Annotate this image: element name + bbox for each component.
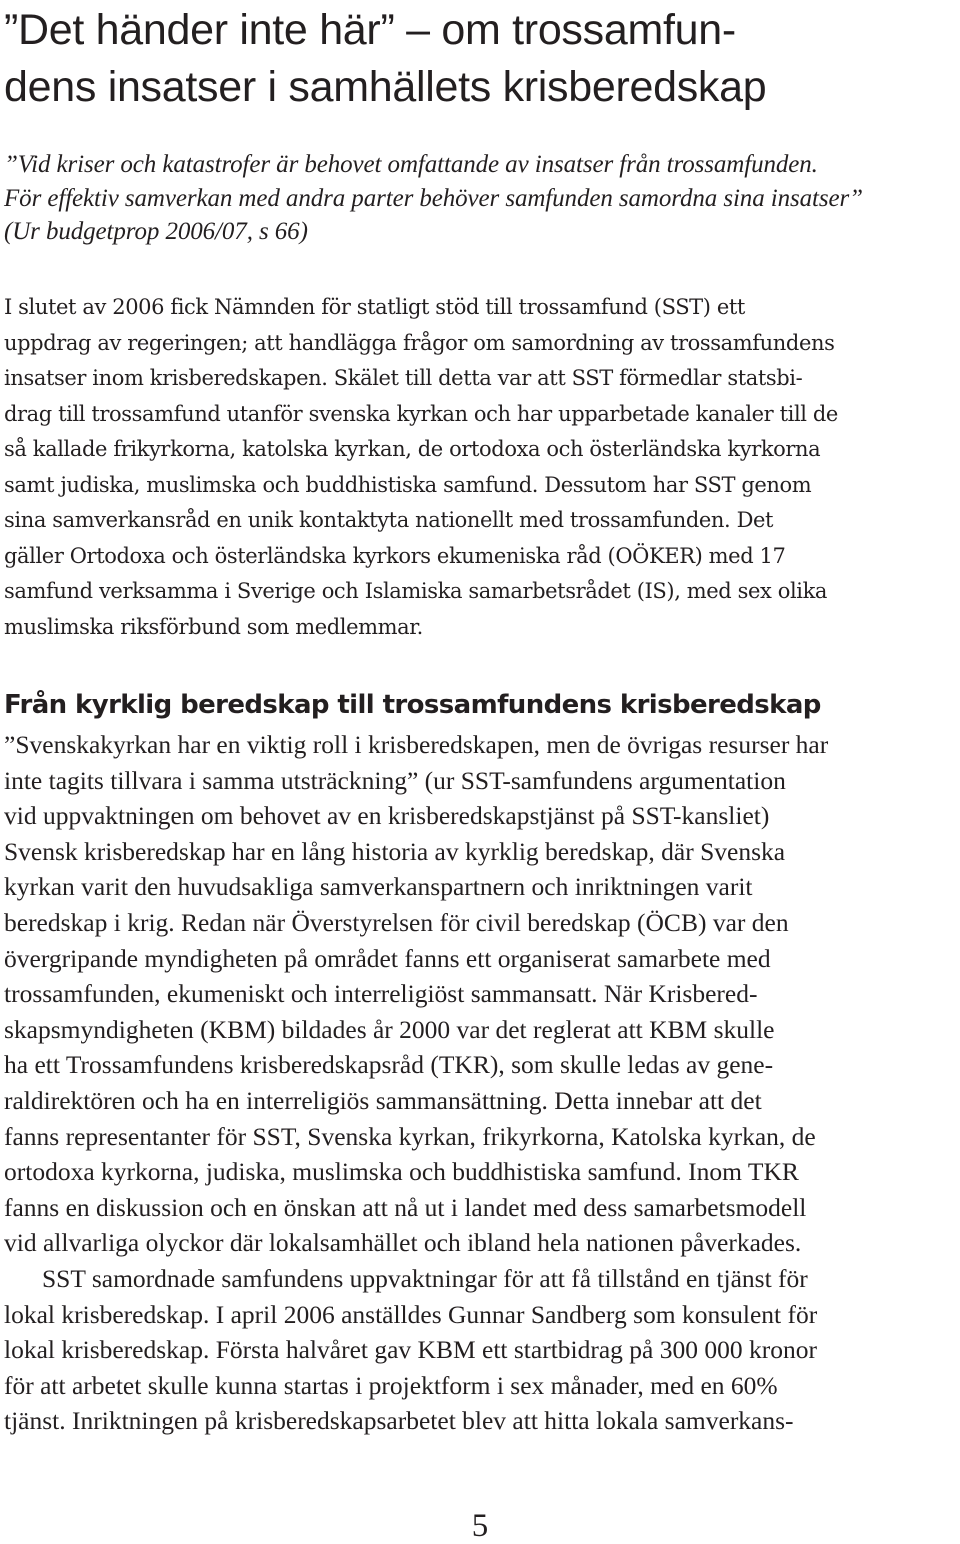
title-line: dens insatser i samhällets krisberedskap xyxy=(4,63,767,111)
text-line: fanns representanter för SST, Svenska kyrkan, frikyrkorna, Katolska kyrkan, de xyxy=(4,1121,816,1151)
text-line: insatser inom krisberedskapen. Skälet till detta var att SST förmedlar statsbi- xyxy=(4,366,803,390)
text-line: vid uppvaktningen om behovet av en krisberedskapstjänst på SST-kansliet) xyxy=(4,801,770,831)
text-line: muslimska riksförbund som medlemmar. xyxy=(4,614,423,639)
text-line: ”Svenskakyrkan har en viktig roll i krisberedskapen, men de övrigas resurser har xyxy=(4,730,829,759)
text-line: inte tagits tillvara i samma utsträckning” (ur SST-samfundens argumentation xyxy=(4,765,786,795)
text-line: lokal krisberedskap. I april 2006 anställdes Gunnar Sandberg som konsulent för xyxy=(4,1299,818,1329)
text-line: samt judiska, muslimska och buddhistiska samfund. Dessutom har SST genom xyxy=(4,472,812,497)
text-line: drag till trossamfund utanför svenska kyrkan och har upparbetade kanaler till de xyxy=(4,401,838,426)
text-line: fanns en diskussion och en önskan att nå ut i landet med dess samarbetsmodell xyxy=(4,1192,807,1222)
text-line: Svensk krisberedskap har en lång historia av kyrklig beredskap, där Svenska xyxy=(4,836,786,866)
text-line: raldirektören och ha en interreligiös sammansättning. Detta innebar att det xyxy=(4,1085,762,1115)
title-line: ”Det händer inte här” – om trossamfun- xyxy=(4,6,736,54)
page-title xyxy=(4,2,954,116)
text-line: I slutet av 2006 fick Nämnden för statligt stöd till trossamfund (SST) ett xyxy=(4,295,745,319)
text-line: skapsmyndigheten (KBM) bildades år 2000 var det reglerat att KBM skulle xyxy=(4,1014,775,1044)
quote-line: För effektiv samverkan med andra parter behöver samfunden samordna sina insatser” xyxy=(4,184,863,212)
text-line: vid allvarliga olyckor där lokalsamhället och ibland hela nationen påverkades. xyxy=(4,1228,802,1258)
text-line: trossamfunden, ekumeniskt och interreligiöst sammansatt. När Krisbered- xyxy=(4,979,758,1009)
text-line: samfund verksamma i Sverige och Islamiska samarbetsrådet (IS), med sex olika xyxy=(4,579,828,603)
quote-line: ”Vid kriser och katastrofer är behovet omfattande av insatser från trossamfunden. xyxy=(4,151,818,178)
text-line: uppdrag av regeringen; att handlägga frågor om samordning av trossamfundens xyxy=(4,330,835,355)
text-line: för att arbetet skulle kunna startas i projektform i sex månader, med en 60% xyxy=(4,1370,778,1400)
quote-line: (Ur budgetprop 2006/07, s 66) xyxy=(4,218,308,245)
text-line: sina samverkansråd en unik kontaktyta nationellt med trossamfunden. Det xyxy=(4,508,774,532)
text-line: gäller Ortodoxa och österländska kyrkors ekumeniska råd (OÖKER) med 17 xyxy=(4,543,786,568)
section-body xyxy=(4,727,959,1439)
text-line: kyrkan varit den huvudsakliga samverkanspartnern och inriktningen varit xyxy=(4,872,753,902)
epigraph-quote xyxy=(4,148,954,249)
text-line: tjänst. Inriktningen på krisberedskapsarbetet blev att hitta lokala samverkans- xyxy=(4,1406,794,1436)
text-line: så kallade frikyrkorna, katolska kyrkan, de ortodoxa och österländska kyrkorna xyxy=(4,437,821,461)
section-heading: Från kyrklig beredskap till trossamfundens krisberedskap xyxy=(4,690,821,720)
text-line: övergripande myndigheten på området fanns ett organiserat samarbete med xyxy=(4,943,771,973)
text-line: ortodoxa kyrkorna, judiska, muslimska och buddhistiska samfund. Inom TKR xyxy=(4,1157,799,1187)
text-line: beredskap i krig. Redan när Överstyrelsen för civil beredskap (ÖCB) var den xyxy=(4,907,789,937)
intro-paragraph xyxy=(4,290,954,645)
text-line: ha ett Trossamfundens krisberedskapsråd (TKR), som skulle ledas av gene- xyxy=(4,1050,774,1080)
text-line: lokal krisberedskap. Första halvåret gav KBM ett startbidrag på 300 000 kronor xyxy=(4,1335,817,1365)
text-line: SST samordnade samfundens uppvaktningar för att få tillstånd en tjänst för xyxy=(42,1263,808,1293)
page-number: 5 xyxy=(471,1508,489,1544)
